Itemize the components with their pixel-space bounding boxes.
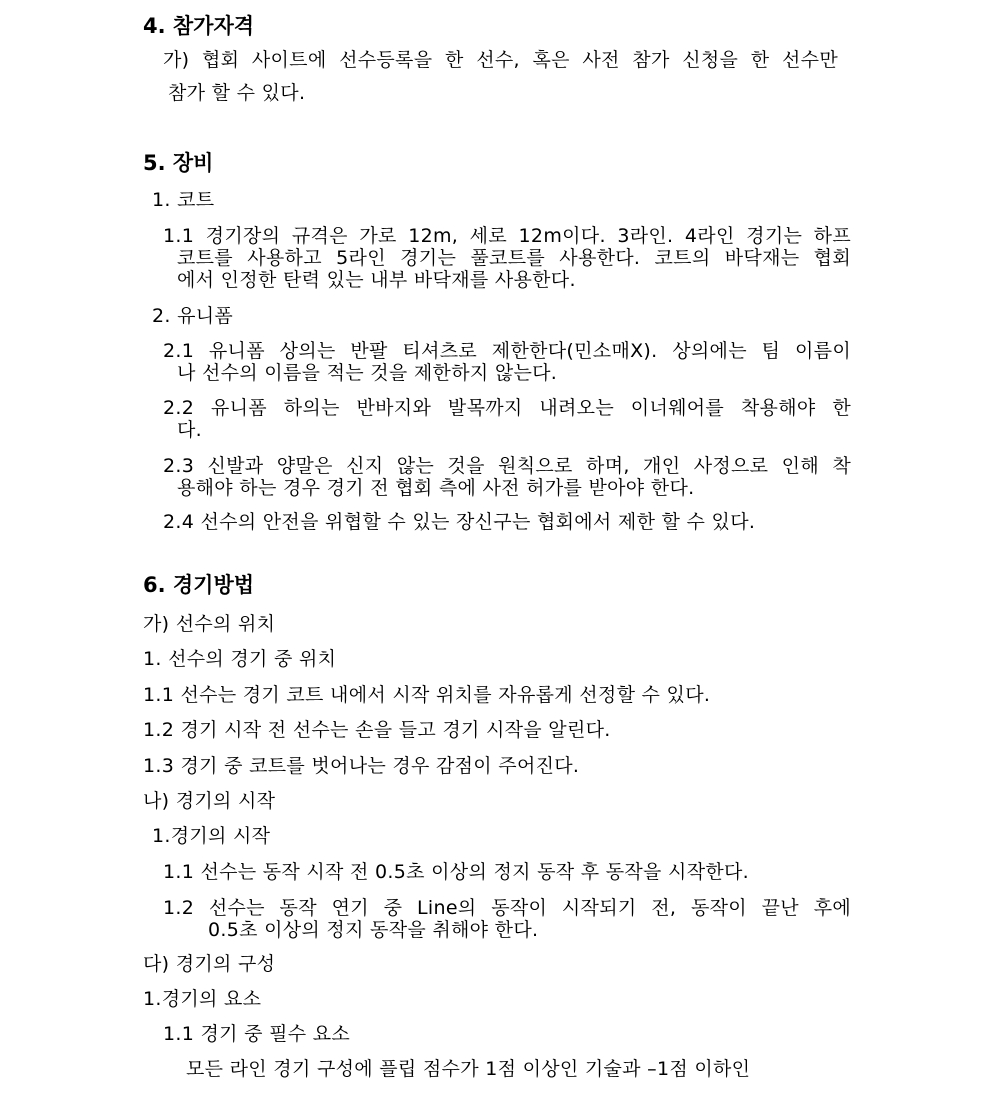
- item-b-1: 1.경기의 시작: [152, 825, 271, 847]
- item-1-1-line-1: 1.1 경기장의 규격은 가로 12m, 세로 12m이다. 3라인. 4라인 경기는 하프: [163, 225, 851, 247]
- item-a-1-1: 1.1 선수는 경기 코트 내에서 시작 위치를 자유롭게 선정할 수 있다.: [143, 684, 711, 706]
- court-heading: 1. 코트: [152, 189, 215, 211]
- item-2-2-line-2: 다.: [177, 419, 202, 441]
- item-a-1-3: 1.3 경기 중 코트를 벗어나는 경우 감점이 주어진다.: [143, 755, 580, 777]
- item-2-3-line-2: 용해야 하는 경우 경기 전 협회 측에 사전 허가를 받아야 한다.: [177, 477, 695, 499]
- item-b-1-2-line-2: 0.5초 이상의 정지 동작을 취해야 한다.: [208, 919, 539, 941]
- item-b-1-2-line-1: 1.2 선수는 동작 연기 중 Line의 동작이 시작되기 전, 동작이 끝난 후에: [163, 897, 851, 919]
- item-2-1-line-1: 2.1 유니폼 상의는 반팔 티셔츠로 제한한다(민소매X). 상의에는 팀 이름이: [163, 340, 851, 362]
- item-c-1-1-line-1: 모든 라인 경기 구성에 플립 점수가 1점 이상인 기술과 –1점 이하인: [186, 1058, 751, 1080]
- item-b-1-1: 1.1 선수는 동작 시작 전 0.5초 이상의 정지 동작 후 동작을 시작한다.: [163, 861, 750, 883]
- item-2-3-line-1: 2.3 신발과 양말은 신지 않는 것을 원칙으로 하며, 개인 사정으로 인해 착: [163, 455, 851, 477]
- section-4-text-line-1: 가) 협회 사이트에 선수등록을 한 선수, 혹은 사전 참가 신청을 한 선수만: [163, 49, 838, 71]
- sub-heading-da: 다) 경기의 구성: [143, 953, 276, 975]
- item-c-1: 1.경기의 요소: [143, 988, 262, 1010]
- item-a-1: 1. 선수의 경기 중 위치: [143, 648, 337, 670]
- section-4-title: 4. 참가자격: [143, 14, 255, 38]
- item-a-1-2: 1.2 경기 시작 전 선수는 손을 들고 경기 시작을 알린다.: [143, 719, 611, 741]
- section-4-text-line-2: 참가 할 수 있다.: [168, 82, 306, 104]
- item-1-1-line-3: 에서 인정한 탄력 있는 내부 바닥재를 사용한다.: [177, 269, 576, 291]
- item-1-1-line-2: 코트를 사용하고 5라인 경기는 풀코트를 사용한다. 코트의 바닥재는 협회: [177, 247, 851, 269]
- item-c-1-1: 1.1 경기 중 필수 요소: [163, 1023, 351, 1045]
- section-5-title: 5. 장비: [143, 151, 214, 175]
- item-2-1-line-2: 나 선수의 이름을 적는 것을 제한하지 않는다.: [177, 362, 558, 384]
- sub-heading-na: 나) 경기의 시작: [143, 790, 276, 812]
- sub-heading-ga: 가) 선수의 위치: [143, 613, 276, 635]
- item-2-4-line-1: 2.4 선수의 안전을 위협할 수 있는 장신구는 협회에서 제한 할 수 있다.: [163, 511, 756, 533]
- uniform-heading: 2. 유니폼: [152, 305, 234, 327]
- item-2-2-line-1: 2.2 유니폼 하의는 반바지와 발목까지 내려오는 이너웨어를 착용해야 한: [163, 397, 851, 419]
- section-6-title: 6. 경기방법: [143, 573, 255, 597]
